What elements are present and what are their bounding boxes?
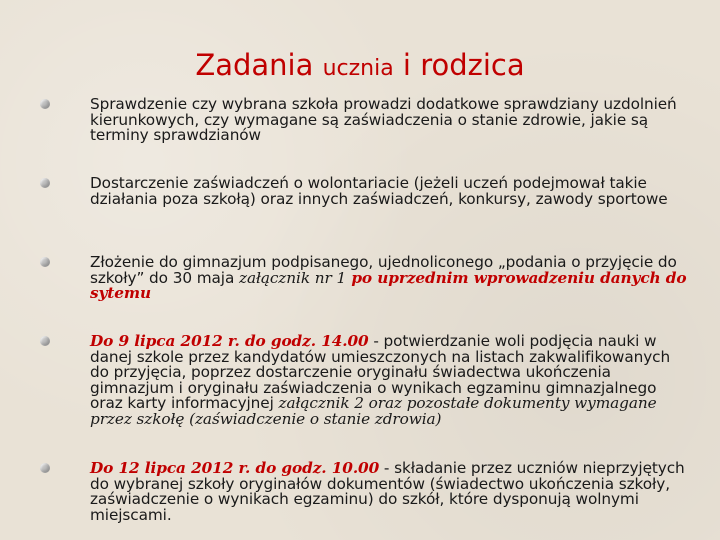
item-deadline: Do 9 lipca 2012 r. do godz. 14.00 [90, 332, 369, 350]
item-note-red: po uprzednim wprowadzeniu danych do sytemu [90, 268, 687, 302]
item-text-plain: - potwierdzanie woli podjęcia nauki w danej szkole przez kandydatów umieszczonych na listach zakwalifikowanych do przyjęcia, poprzez dostarczenie oryginału świadectwa ukończenia gimnazjum i oryginału zaświadczenia o wynikach egzaminu gimnazjalnego oraz karty informacyjnej [90, 332, 671, 412]
item-deadline: Do 12 lipca 2012 r. do godz. 10.00 [90, 459, 380, 477]
list-item-text [90, 255, 690, 302]
bullet-icon [40, 463, 50, 473]
title-part-3: i rodzica [393, 48, 525, 82]
slide-title [0, 48, 720, 82]
list-item-text: Sprawdzenie czy wybrana szkoła prowadzi dodatkowe sprawdziany uzdolnień kierunkowych, czy wymagane są zaświadczenia o stanie zdrowie, jakie są terminy sprawdzianów [90, 95, 677, 144]
item-attachment-ref: załącznik 2 oraz pozostałe dokumenty wymagane przez szkołę (zaświadczenie o stanie zdrowia) [90, 394, 657, 428]
title-part-1: Zadania [195, 48, 323, 82]
bullet-icon [40, 336, 50, 346]
list-item-text [90, 334, 690, 427]
list-item-text [90, 461, 690, 523]
bullet-icon [40, 99, 50, 109]
item-attachment-ref: załącznik nr 1 [238, 268, 347, 287]
list-item-text: Dostarczenie zaświadczeń o wolontariacie (jeżeli uczeń podejmował takie działania poza szkołą) oraz innych zaświadczeń, konkursy, zawody sportowe [90, 174, 668, 208]
item-text-plain: - składanie przez uczniów nieprzyjętych do wybranej szkoły oryginałów dokumentów (świadectwo ukończenia szkoły, zaświadczenie o wynikach egzaminu) do szkół, które dysponują wolnymi miejscami. [90, 459, 685, 524]
bullet-icon [40, 257, 50, 267]
bullet-icon [40, 178, 50, 188]
item-text-plain: Złożenie do gimnazjum podpisanego, ujednoliconego „podania o przyjęcie do szkoły” do 30 maja [90, 253, 677, 287]
title-part-2: ucznia [322, 56, 394, 81]
